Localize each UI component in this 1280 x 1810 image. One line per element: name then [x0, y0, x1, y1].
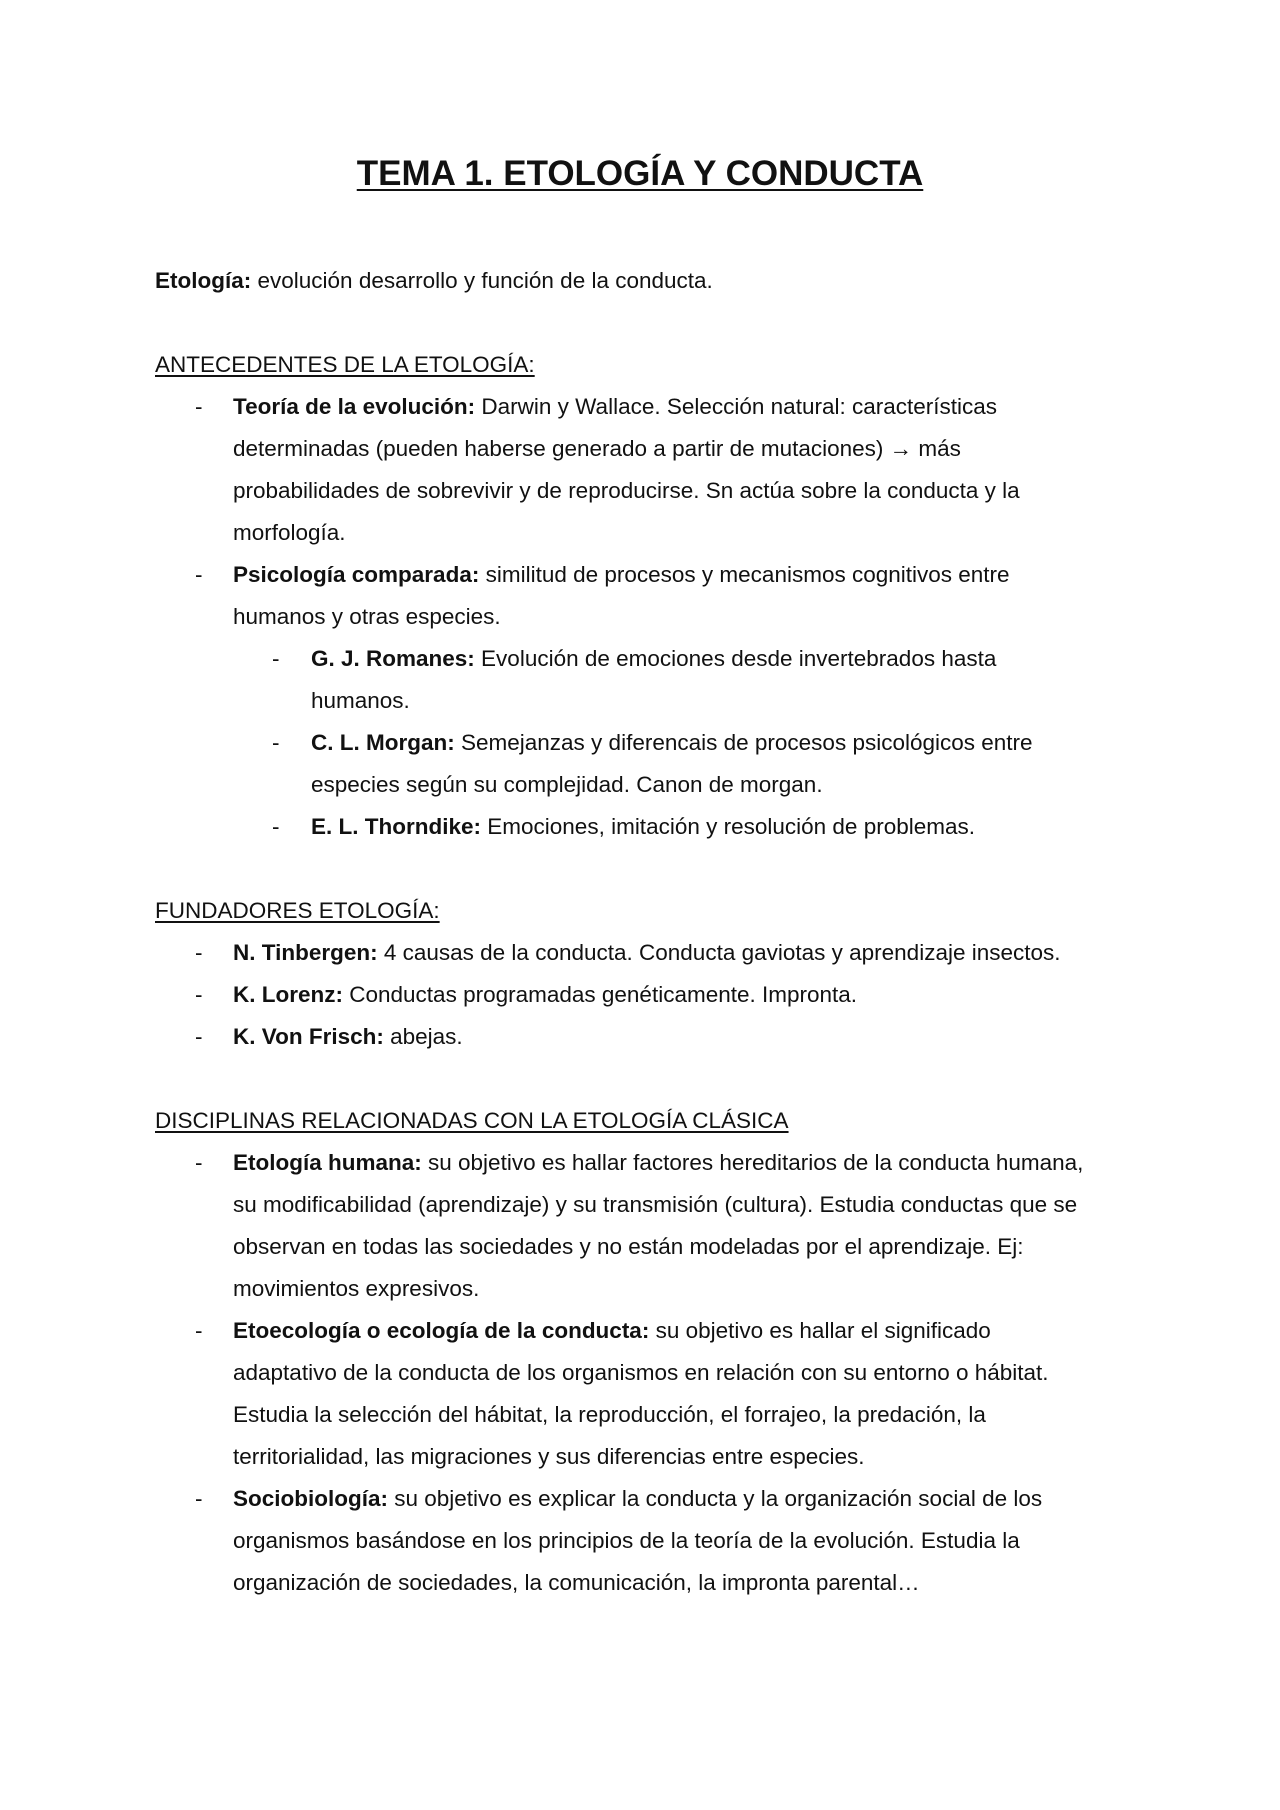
page-title: TEMA 1. ETOLOGÍA Y CONDUCTA [356, 154, 924, 193]
list-item: - Etoecología o ecología de la conducta: su objetivo es hallar el significado adaptativo de la conducta de los organismos en relación con su entorno o hábitat. Estudia la selección del hábitat, la reproducción, el forrajeo, la predación, la territorialidad, las migraciones y sus diferencias entre especies. [195, 1318, 1049, 1469]
list-item: - K. Von Frisch: abejas. [195, 1024, 463, 1049]
section-heading-antecedentes: ANTECEDENTES DE LA ETOLOGÍA: [155, 352, 535, 377]
sub-list-item: - C. L. Morgan: Semejanzas y diferencais de procesos psicológicos entre especies según su complejidad. Canon de morgan. [272, 730, 1033, 797]
document-body [155, 260, 1135, 1604]
section-heading-disciplinas: DISCIPLINAS RELACIONADAS CON LA ETOLOGÍA CLÁSICA [155, 1108, 789, 1133]
sub-list-item: - E. L. Thorndike: Emociones, imitación y resolución de problemas. [272, 814, 975, 839]
list-item: - Teoría de la evolución: Darwin y Wallace. Selección natural: características determinadas (pueden haberse generado a partir de mutaciones) → más probabilidades de sobrevivir y de reproducirse. Sn actúa sobre la conducta y la morfología. [195, 394, 1020, 545]
list-item: - Psicología comparada: similitud de procesos y mecanismos cognitivos entre humanos y otras especies. [195, 562, 1010, 629]
list-item: - Sociobiología: su objetivo es explicar la conducta y la organización social de los organismos basándose en los principios de la teoría de la evolución. Estudia la organización de sociedades, la comunicación, la impronta parental… [195, 1486, 1043, 1595]
list-item: - Etología humana: su objetivo es hallar factores hereditarios de la conducta humana, su modificabilidad (aprendizaje) y su transmisión (cultura). Estudia conductas que se observan en todas las sociedades y no están modeladas por el aprendizaje. Ej: movimientos expresivos. [195, 1150, 1084, 1301]
section-heading-fundadores: FUNDADORES ETOLOGÍA: [155, 898, 440, 923]
intro-paragraph: Etología: evolución desarrollo y función de la conducta. [155, 268, 713, 293]
sub-list-item: - G. J. Romanes: Evolución de emociones desde invertebrados hasta humanos. [272, 646, 997, 713]
list-item: - K. Lorenz: Conductas programadas genéticamente. Impronta. [195, 982, 858, 1007]
list-item: - N. Tinbergen: 4 causas de la conducta. Conducta gaviotas y aprendizaje insectos. [195, 940, 1061, 965]
